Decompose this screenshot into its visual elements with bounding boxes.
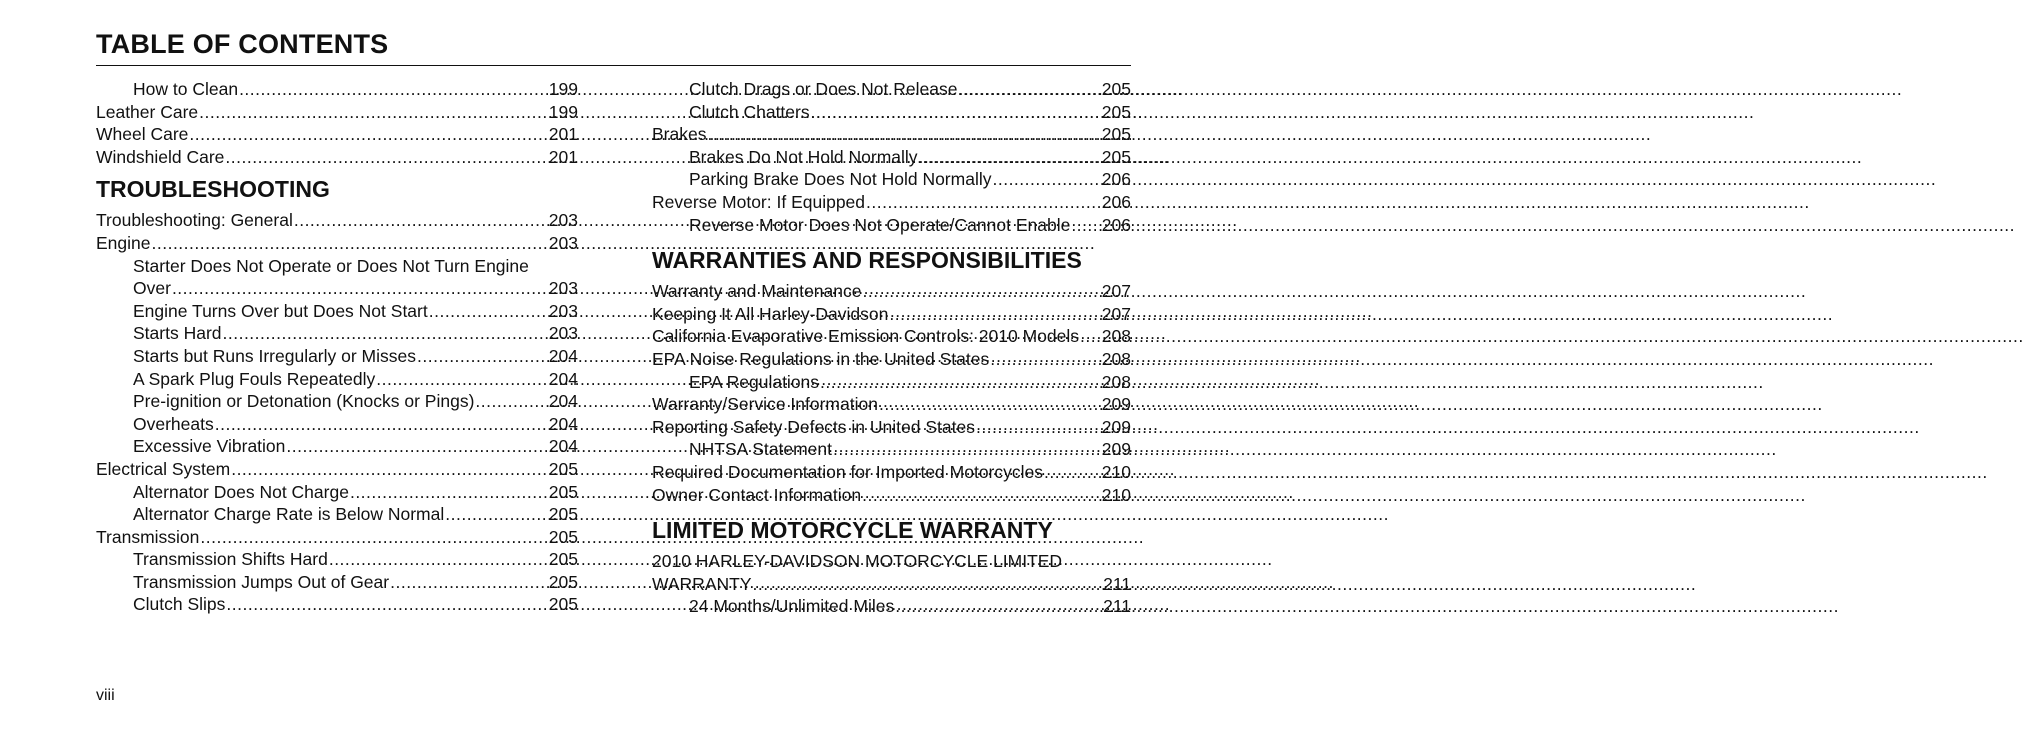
section-heading-troubleshooting: TROUBLESHOOTING	[96, 176, 330, 203]
toc-list-care	[96, 78, 578, 168]
toc-entry[interactable]	[96, 526, 578, 549]
toc-entry[interactable]	[96, 458, 578, 481]
toc-entry[interactable]	[652, 146, 1131, 169]
dot-leader	[1044, 461, 1101, 484]
toc-entry-page: 209	[1101, 394, 1131, 415]
toc-entry-page: 206	[1101, 214, 1131, 235]
dot-leader	[707, 123, 1100, 146]
dot-leader	[429, 300, 548, 323]
toc-entry[interactable]	[652, 303, 1131, 326]
toc-entry[interactable]	[96, 548, 578, 571]
toc-entry[interactable]	[96, 368, 578, 391]
toc-entry[interactable]	[652, 325, 1131, 348]
dot-leader	[294, 209, 548, 232]
toc-entry[interactable]	[652, 280, 1131, 303]
toc-entry-page: 206	[1101, 191, 1131, 212]
toc-entry-title: Alternator Charge Rate is Below Normal	[133, 504, 445, 525]
toc-entry-page: 209	[1101, 439, 1131, 460]
toc-entry-title: Owner Contact Information	[652, 484, 862, 505]
toc-entry[interactable]	[652, 484, 1131, 507]
dot-leader	[919, 146, 1101, 169]
toc-entry-page: 206	[1101, 169, 1131, 190]
toc-entry[interactable]	[652, 214, 1131, 237]
dot-leader	[753, 573, 1103, 596]
toc-list-brakes	[652, 78, 1131, 236]
toc-entry-page: 204	[548, 391, 578, 412]
toc-entry-page: 203	[548, 300, 578, 321]
toc-entry-starter-line2	[96, 277, 578, 300]
toc-column-right	[652, 78, 1131, 618]
section-heading-limited-warranty: LIMITED MOTORCYCLE WARRANTY	[652, 517, 1053, 544]
toc-column-left	[96, 78, 578, 616]
toc-entry-page: 205	[548, 504, 578, 525]
dot-leader	[475, 390, 547, 413]
dot-leader	[833, 438, 1101, 461]
toc-entry[interactable]	[96, 78, 578, 101]
toc-entry-title: Reverse Motor Does Not Operate/Cannot Enable	[689, 214, 1071, 235]
dot-leader	[225, 146, 547, 169]
toc-entry[interactable]	[96, 146, 578, 169]
dot-leader	[445, 503, 548, 526]
toc-entry[interactable]	[96, 101, 578, 124]
toc-list-troubleshooting-a	[96, 209, 578, 254]
toc-entry-title: Excessive Vibration	[133, 436, 286, 457]
toc-entry-title: Overheats	[133, 413, 214, 434]
dot-leader	[226, 593, 547, 616]
toc-entry-page: 210	[1101, 461, 1131, 482]
toc-entry-title: Leather Care	[96, 101, 199, 122]
dot-leader	[223, 322, 548, 345]
toc-entry[interactable]	[652, 168, 1131, 191]
toc-entry[interactable]	[652, 595, 1131, 618]
toc-entry-page: 204	[548, 413, 578, 434]
toc-list-limited	[652, 595, 1131, 618]
page-title: TABLE OF CONTENTS	[96, 29, 389, 59]
dot-leader	[862, 484, 1101, 507]
dot-leader	[862, 280, 1100, 303]
toc-entry[interactable]	[652, 123, 1131, 146]
toc-entry[interactable]	[96, 277, 578, 300]
toc-entry-page: 205	[548, 549, 578, 570]
dot-leader	[231, 458, 548, 481]
toc-entry[interactable]	[652, 348, 1131, 371]
toc-entry-limited-line1[interactable]: 2010 HARLEY-DAVIDSON MOTORCYCLE LIMITED	[652, 551, 1063, 572]
dot-leader	[239, 78, 548, 101]
toc-entry-page: 210	[1101, 484, 1131, 505]
toc-entry-title: WARRANTY	[652, 573, 752, 594]
toc-entry-title: Brakes	[652, 124, 707, 145]
toc-list-warranties	[652, 280, 1131, 506]
toc-entry[interactable]	[96, 123, 578, 146]
toc-entry[interactable]	[96, 571, 578, 594]
toc-list-troubleshooting-b	[96, 300, 578, 616]
toc-entry[interactable]	[96, 503, 578, 526]
dot-leader	[152, 232, 548, 255]
toc-entry-limited-line2	[652, 573, 1131, 596]
dot-leader	[990, 348, 1101, 371]
toc-entry-title: Transmission Jumps Out of Gear	[133, 571, 390, 592]
toc-entry[interactable]	[96, 300, 578, 323]
dot-leader	[976, 416, 1101, 439]
toc-entry[interactable]	[652, 438, 1131, 461]
toc-entry-title: EPA Noise Regulations in the United States	[652, 348, 990, 369]
toc-entry-page: 205	[548, 571, 578, 592]
dot-leader	[879, 393, 1101, 416]
toc-entry-title: Clutch Chatters	[689, 101, 810, 122]
toc-entry-title: Warranty and Maintenance	[652, 281, 862, 302]
toc-entry-title: Clutch Drags or Does Not Release	[689, 79, 958, 99]
dot-leader	[376, 368, 548, 391]
toc-entry[interactable]	[96, 481, 578, 504]
toc-entry[interactable]	[96, 413, 578, 436]
toc-entry-title: Transmission Shifts Hard	[133, 549, 328, 570]
toc-entry-starter-line1[interactable]: Starter Does Not Operate or Does Not Turn Engine	[133, 255, 529, 276]
toc-entry-page: 211	[1103, 596, 1131, 617]
dot-leader	[958, 78, 1100, 101]
dot-leader	[215, 413, 548, 436]
toc-entry[interactable]	[652, 78, 1131, 101]
toc-entry-title: Starts Hard	[133, 323, 222, 344]
dot-leader	[811, 101, 1101, 124]
dot-leader	[199, 101, 548, 124]
toc-entry-page: 199	[548, 101, 578, 122]
dot-leader	[820, 371, 1101, 394]
toc-entry-title: Over	[133, 278, 171, 299]
toc-entry-title: Reverse Motor: If Equipped	[652, 191, 866, 212]
toc-entry[interactable]	[652, 461, 1131, 484]
toc-entry-page: 205	[548, 458, 578, 479]
toc-entry-page: 203	[548, 210, 578, 231]
toc-entry-page: 211	[1103, 573, 1131, 594]
dot-leader	[866, 191, 1101, 214]
toc-entry-title: Troubleshooting: General	[96, 210, 293, 231]
dot-leader	[200, 526, 547, 549]
toc-entry-page: 203	[548, 323, 578, 344]
toc-entry[interactable]	[96, 390, 578, 413]
toc-entry[interactable]	[96, 232, 578, 255]
toc-entry-title: Wheel Care	[96, 124, 189, 145]
toc-entry-title: Clutch Slips	[133, 594, 226, 615]
toc-entry-page: 201	[548, 146, 578, 167]
toc-entry-title: 24 Months/Unlimited Miles	[689, 596, 895, 617]
toc-entry-title: NHTSA Statement	[689, 439, 832, 460]
toc-entry-title: Windshield Care	[96, 146, 225, 167]
toc-entry-page: 205	[1101, 101, 1131, 122]
section-heading-warranties: WARRANTIES AND RESPONSIBILITIES	[652, 247, 1082, 274]
dot-leader	[889, 303, 1100, 326]
toc-entry-title: Warranty/Service Information	[652, 394, 878, 415]
toc-entry[interactable]	[652, 573, 1131, 596]
toc-entry[interactable]	[652, 191, 1131, 214]
toc-entry[interactable]	[96, 209, 578, 232]
dot-leader	[1080, 325, 1101, 348]
toc-entry-page: 205	[1101, 79, 1131, 99]
toc-entry-page: 205	[1101, 124, 1131, 145]
toc-entry-title: Engine	[96, 232, 151, 253]
toc-entry[interactable]	[96, 435, 578, 458]
dot-leader	[417, 345, 548, 368]
toc-entry-title: EPA Regulations	[689, 371, 820, 392]
toc-entry-page: 208	[1101, 348, 1131, 369]
toc-entry-page: 203	[548, 232, 578, 253]
toc-entry-title: Keeping It All Harley-Davidson	[652, 303, 889, 324]
toc-entry[interactable]	[652, 371, 1131, 394]
dot-leader	[189, 123, 547, 146]
toc-entry-page: 199	[548, 79, 578, 99]
dot-leader	[172, 277, 548, 300]
toc-entry[interactable]	[652, 393, 1131, 416]
toc-entry-title: How to Clean	[133, 79, 239, 99]
toc-entry-title: Reporting Safety Defects in United States	[652, 416, 975, 437]
toc-entry-page: 203	[548, 278, 578, 299]
toc-entry-page: 208	[1101, 371, 1131, 392]
toc-entry-title: California Evaporative Emission Controls: 2010 Models	[652, 326, 1080, 347]
toc-entry-page: 204	[548, 436, 578, 457]
toc-entry-title: Parking Brake Does Not Hold Normally	[689, 169, 992, 190]
toc-entry[interactable]	[652, 416, 1131, 439]
toc-entry[interactable]	[96, 345, 578, 368]
dot-leader	[329, 548, 548, 571]
title-divider	[96, 65, 1131, 66]
toc-entry-title: Transmission	[96, 526, 200, 547]
toc-entry-page: 207	[1101, 281, 1131, 302]
toc-entry-page: 209	[1101, 416, 1131, 437]
toc-entry-page: 204	[548, 368, 578, 389]
dot-leader	[1071, 214, 1100, 237]
toc-entry-page: 205	[548, 594, 578, 615]
toc-entry-page: 205	[548, 481, 578, 502]
toc-entry-title: Required Documentation for Imported Motorcycles	[652, 461, 1044, 482]
toc-entry-title: Starts but Runs Irregularly or Misses	[133, 345, 417, 366]
dot-leader	[286, 435, 547, 458]
toc-entry[interactable]	[96, 322, 578, 345]
toc-entry-page: 208	[1101, 326, 1131, 347]
dot-leader	[895, 595, 1102, 618]
toc-entry-page: 207	[1101, 303, 1131, 324]
toc-entry-title: Electrical System	[96, 458, 231, 479]
dot-leader	[390, 571, 548, 594]
toc-entry-page: 204	[548, 345, 578, 366]
dot-leader	[992, 168, 1100, 191]
toc-entry[interactable]	[96, 593, 578, 616]
toc-entry-page: 205	[548, 526, 578, 547]
toc-entry-page: 205	[1101, 146, 1131, 167]
dot-leader	[350, 481, 548, 504]
toc-entry[interactable]	[652, 101, 1131, 124]
toc-entry-title: Brakes Do Not Hold Normally	[689, 146, 918, 167]
toc-entry-page: 201	[548, 124, 578, 145]
page-number: viii	[96, 687, 115, 704]
toc-entry-title: Alternator Does Not Charge	[133, 481, 349, 502]
toc-entry-title: Engine Turns Over but Does Not Start	[133, 300, 428, 321]
toc-entry-title: A Spark Plug Fouls Repeatedly	[133, 368, 376, 389]
toc-entry-title: Pre-ignition or Detonation (Knocks or Pings)	[133, 391, 475, 412]
